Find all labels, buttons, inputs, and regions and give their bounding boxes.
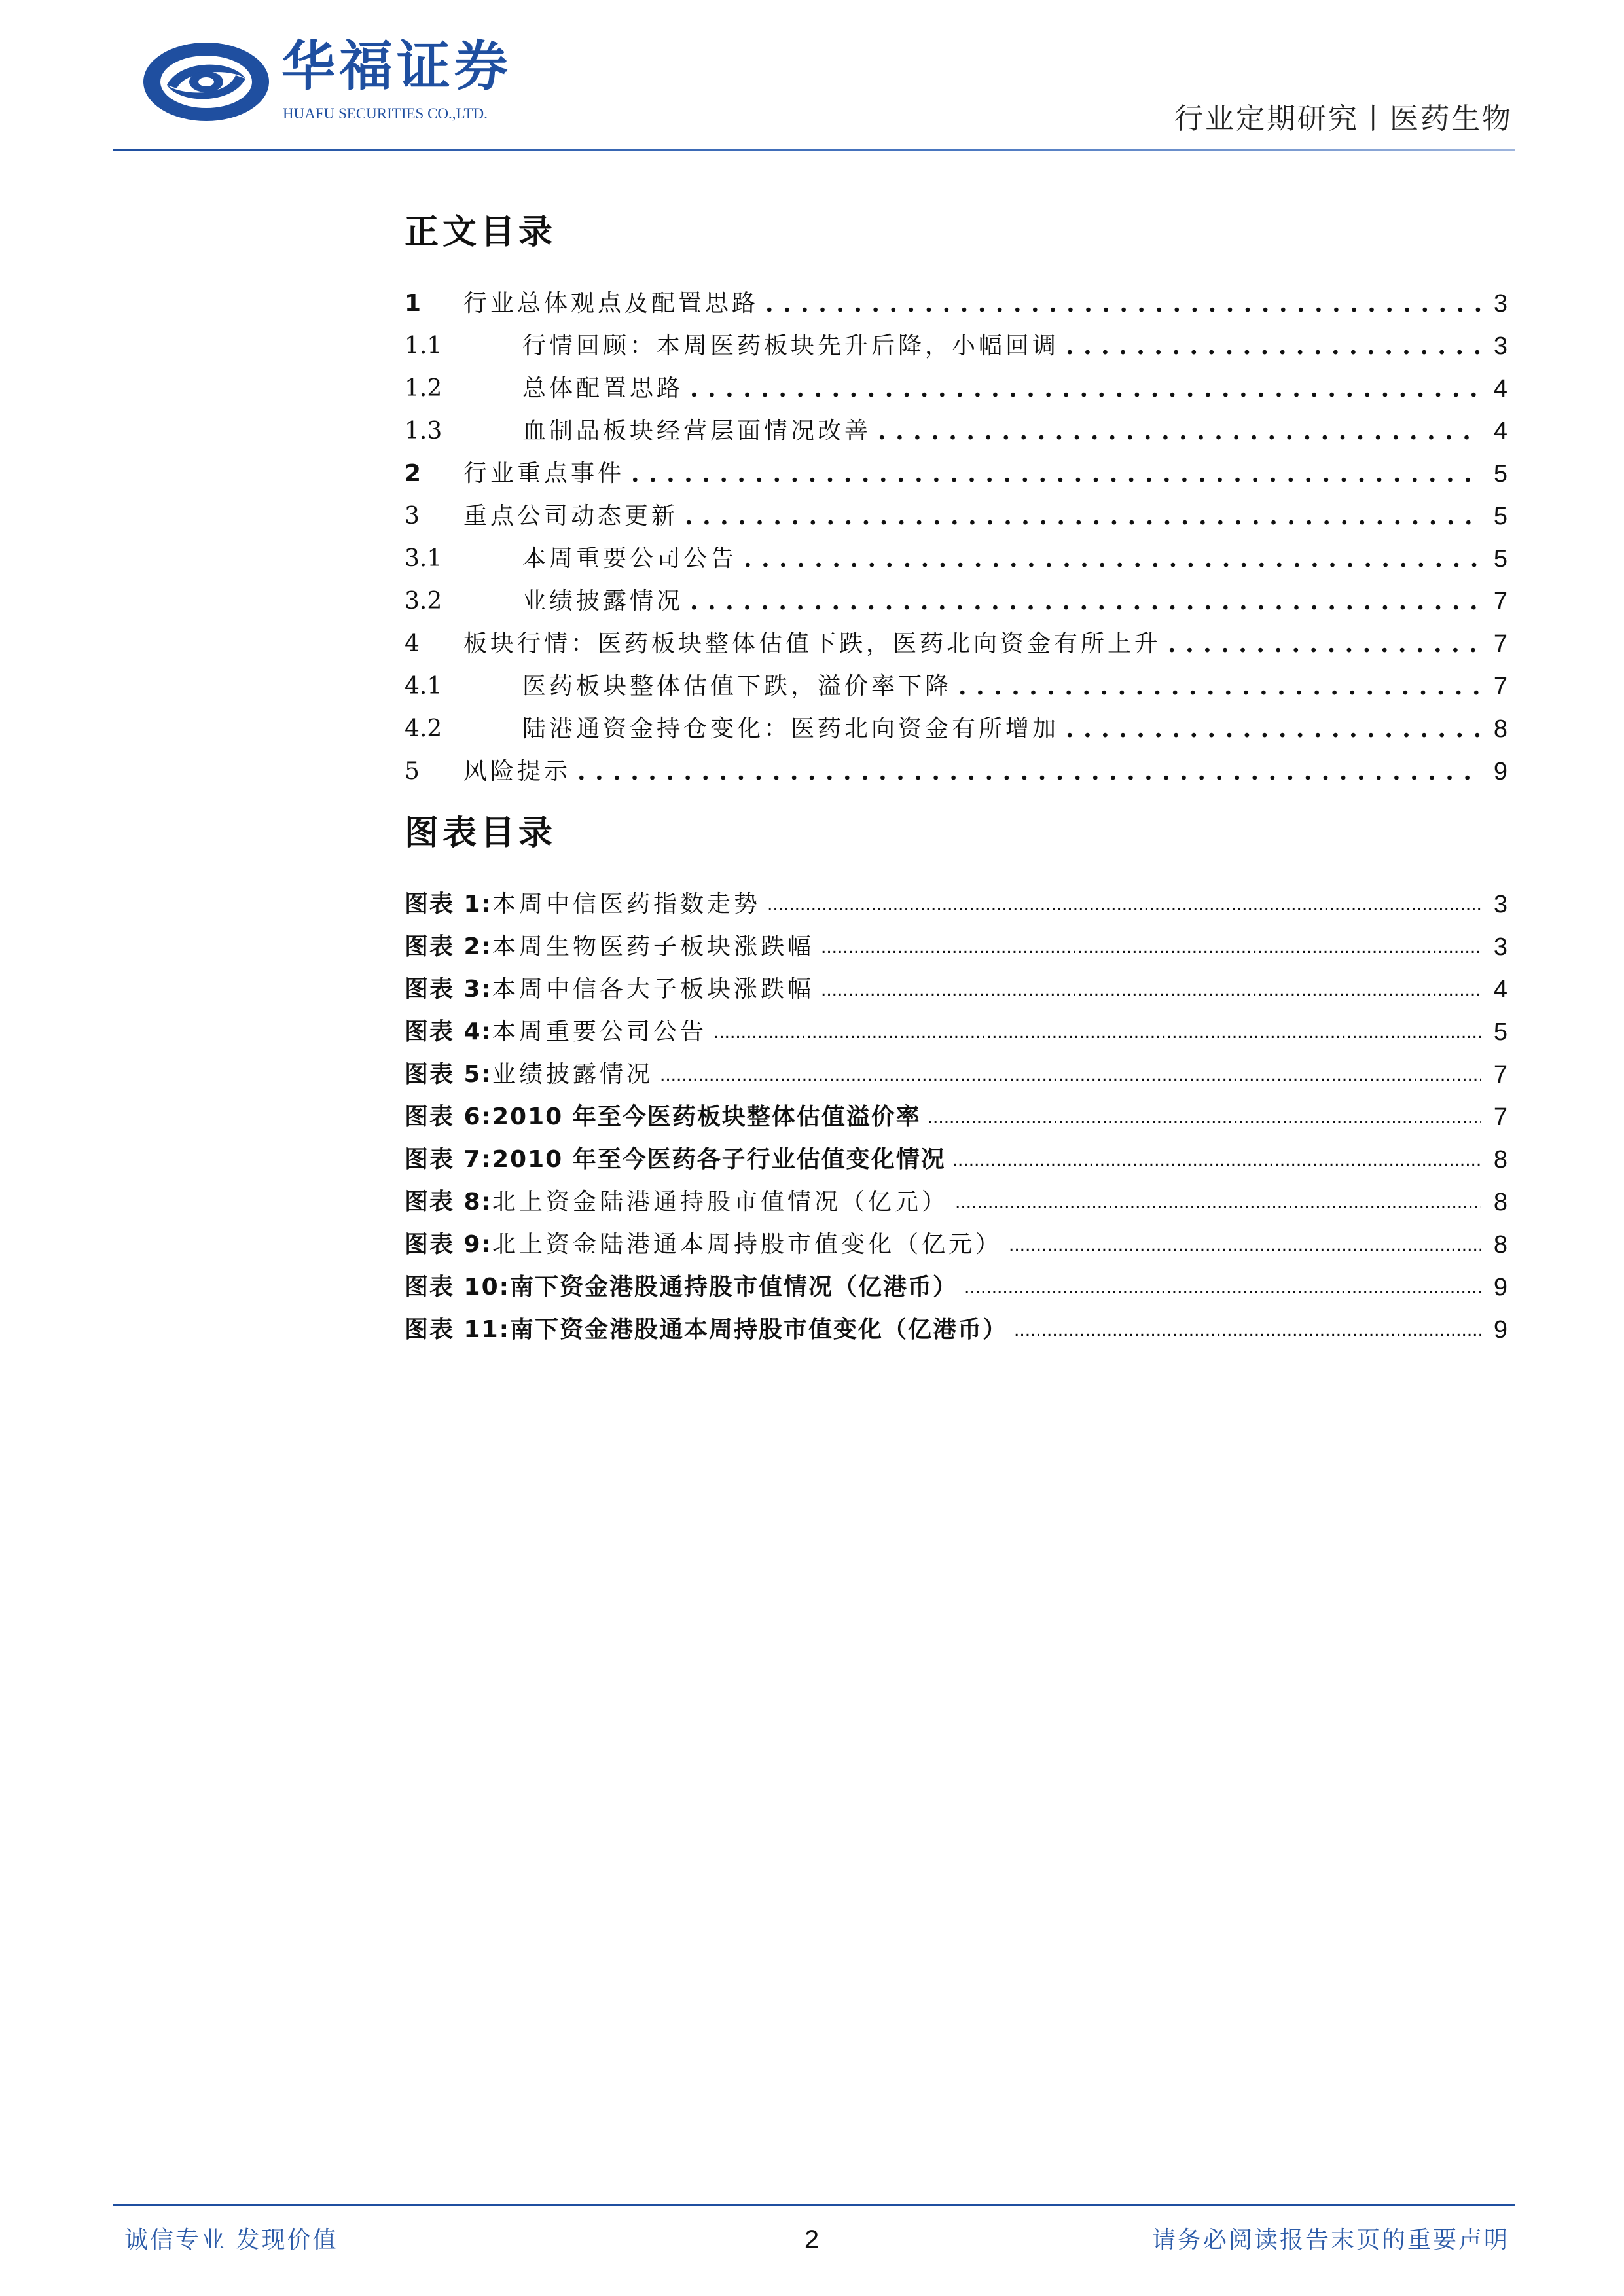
toc-item-number: 1: [405, 290, 422, 317]
toc-leader-dots: [631, 459, 1481, 489]
toc-leader-dots: [958, 672, 1481, 702]
toc-item-number: 4.1: [405, 673, 442, 700]
toc-leader-dots: [690, 586, 1481, 617]
figure-label: 图表 5:: [405, 1061, 492, 1088]
toc-item-number: 2: [405, 460, 422, 487]
figure-label: 图表 9:: [405, 1231, 492, 1258]
toc-item-number: 4: [405, 630, 420, 657]
figure-label: 图表 3:: [405, 976, 492, 1003]
figure-title: 本周中信医药指数走势: [492, 891, 761, 918]
figure-page: 9: [1493, 1316, 1507, 1344]
toc-item-page: 3: [1493, 290, 1507, 317]
toc-item-title: 行业总体观点及配置思路: [463, 290, 759, 317]
figure-page: 8: [1493, 1146, 1507, 1174]
toc-item[interactable]: [405, 574, 1507, 617]
toc-leader-dots: [1066, 714, 1481, 744]
figure-label: 图表 11:: [405, 1316, 511, 1343]
toc-leader-dots: [577, 757, 1481, 787]
toc-item-title: 重点公司动态更新: [463, 503, 679, 529]
figure-toc-item[interactable]: [405, 1132, 1507, 1175]
toc-item-number: 3.1: [405, 545, 442, 572]
toc-item[interactable]: [405, 489, 1507, 531]
figure-page: 8: [1493, 1189, 1507, 1216]
toc-item[interactable]: [405, 659, 1507, 702]
toc-main-title: 正文目录: [405, 212, 557, 252]
toc-item[interactable]: [405, 617, 1507, 659]
toc-leader-dots: [744, 544, 1481, 574]
figure-label: 图表 6:: [405, 1103, 492, 1130]
toc-item-page: 5: [1493, 545, 1507, 573]
figure-label: 图表 8:: [405, 1189, 492, 1215]
toc-item-title: 行情回顾：本周医药板块先升后降，小幅回调: [522, 332, 1060, 359]
figure-page: 3: [1493, 933, 1507, 961]
figure-toc-item[interactable]: [405, 1047, 1507, 1090]
toc-leader-dots: [964, 1272, 1481, 1302]
figure-label: 图表 1:: [405, 891, 492, 918]
figure-title: 2010 年至今医药板块整体估值溢价率: [492, 1103, 921, 1130]
toc-item-page: 8: [1493, 715, 1507, 743]
toc-item-page: 3: [1493, 332, 1507, 360]
toc-item[interactable]: [405, 276, 1507, 319]
toc-item-page: 4: [1493, 418, 1507, 445]
toc-leader-dots: [928, 1102, 1481, 1132]
figure-toc-item[interactable]: [405, 962, 1507, 1005]
figure-page: 7: [1493, 1103, 1507, 1131]
footer-disclaimer: 请务必阅读报告末页的重要声明: [1151, 2227, 1509, 2253]
toc-item[interactable]: [405, 446, 1507, 489]
report-category: 行业定期研究丨医药生物: [1174, 102, 1513, 135]
figure-title: 业绩披露情况: [492, 1061, 653, 1088]
toc-main-list: [405, 276, 1507, 787]
toc-item-title: 行业重点事件: [463, 460, 625, 487]
toc-item-number: 1.2: [405, 375, 442, 402]
figure-title: 北上资金陆港通本周持股市值变化（亿元）: [492, 1231, 1002, 1258]
toc-item-title: 板块行情：医药板块整体估值下跌，医药北向资金有所上升: [463, 630, 1162, 657]
toc-leader-dots: [690, 374, 1481, 404]
toc-item-title: 本周重要公司公告: [522, 545, 738, 572]
toc-leader-dots: [1168, 629, 1481, 659]
toc-leader-dots: [713, 1017, 1481, 1047]
logo-text-en: HUAFU SECURITIES CO.,LTD.: [283, 105, 488, 122]
company-logo-icon: [141, 39, 272, 124]
figure-page: 3: [1493, 891, 1507, 918]
figure-page: 8: [1493, 1231, 1507, 1259]
figure-toc-item[interactable]: [405, 1302, 1507, 1345]
figure-toc-item[interactable]: [405, 877, 1507, 920]
toc-leader-dots: [821, 975, 1481, 1005]
figure-toc-item[interactable]: [405, 1175, 1507, 1217]
toc-item-title: 总体配置思路: [522, 375, 684, 402]
figure-title: 南下资金港股通持股市值情况（亿港币）: [510, 1274, 958, 1300]
toc-item[interactable]: [405, 319, 1507, 361]
figure-page: 7: [1493, 1061, 1507, 1088]
footer-slogan: 诚信专业 发现价值: [124, 2227, 338, 2253]
toc-leader-dots: [821, 932, 1481, 962]
toc-leader-dots: [685, 501, 1481, 531]
toc-leader-dots: [952, 1145, 1481, 1175]
toc-item-title: 血制品板块经营层面情况改善: [522, 418, 872, 444]
figure-label: 图表 4:: [405, 1018, 492, 1045]
toc-item-page: 9: [1493, 758, 1507, 785]
toc-item-page: 5: [1493, 503, 1507, 530]
toc-item-title: 陆港通资金持仓变化：医药北向资金有所增加: [522, 715, 1060, 742]
toc-leader-dots: [1014, 1315, 1481, 1345]
figure-toc-item[interactable]: [405, 1260, 1507, 1302]
figure-title: 本周生物医药子板块涨跌幅: [492, 933, 814, 960]
figure-page: 4: [1493, 976, 1507, 1003]
figure-label: 图表 2:: [405, 933, 492, 960]
toc-item-title: 风险提示: [463, 758, 571, 785]
toc-leader-dots: [765, 289, 1481, 319]
figure-page: 5: [1493, 1018, 1507, 1046]
toc-item[interactable]: [405, 702, 1507, 744]
figure-title: 本周重要公司公告: [492, 1018, 707, 1045]
toc-item-number: 1.3: [405, 418, 442, 444]
toc-leader-dots: [955, 1187, 1481, 1217]
toc-item[interactable]: [405, 404, 1507, 446]
figure-label: 图表 7:: [405, 1146, 492, 1173]
footer-divider: [113, 2204, 1515, 2206]
toc-item-page: 5: [1493, 460, 1507, 488]
page-number: 2: [804, 2225, 820, 2254]
toc-item[interactable]: [405, 531, 1507, 574]
toc-leader-dots: [660, 1060, 1481, 1090]
figure-title: 2010 年至今医药各子行业估值变化情况: [492, 1146, 946, 1173]
figure-toc-item[interactable]: [405, 1005, 1507, 1047]
toc-item-title: 业绩披露情况: [522, 588, 684, 615]
toc-item-number: 3.2: [405, 588, 442, 615]
toc-figures-list: [405, 877, 1507, 1345]
toc-item-number: 4.2: [405, 715, 442, 742]
toc-item-page: 7: [1493, 630, 1507, 658]
toc-leader-dots: [1009, 1230, 1481, 1260]
toc-item-number: 5: [405, 758, 420, 785]
toc-leader-dots: [1066, 331, 1481, 361]
figure-title: 本周中信各大子板块涨跌幅: [492, 976, 814, 1003]
toc-item-page: 7: [1493, 588, 1507, 615]
header-divider: [113, 149, 1515, 151]
toc-item-number: 1.1: [405, 332, 442, 359]
toc-leader-dots: [767, 889, 1481, 920]
toc-item-page: 7: [1493, 673, 1507, 700]
toc-item[interactable]: [405, 744, 1507, 787]
figure-title: 南下资金港股通本周持股市值变化（亿港币）: [510, 1316, 1008, 1343]
toc-item-page: 4: [1493, 375, 1507, 403]
figure-label: 图表 10:: [405, 1274, 511, 1300]
toc-figures-title: 图表目录: [405, 813, 557, 853]
figure-title: 北上资金陆港通持股市值情况（亿元）: [492, 1189, 948, 1215]
figure-toc-item[interactable]: [405, 1090, 1507, 1132]
logo-text-cn: 华福证券: [281, 35, 513, 98]
figure-page: 9: [1493, 1274, 1507, 1301]
figure-toc-item[interactable]: [405, 1217, 1507, 1260]
toc-leader-dots: [878, 416, 1481, 446]
toc-item-title: 医药板块整体估值下跌，溢价率下降: [522, 673, 952, 700]
toc-item[interactable]: [405, 361, 1507, 404]
figure-toc-item[interactable]: [405, 920, 1507, 962]
toc-item-number: 3: [405, 503, 420, 529]
